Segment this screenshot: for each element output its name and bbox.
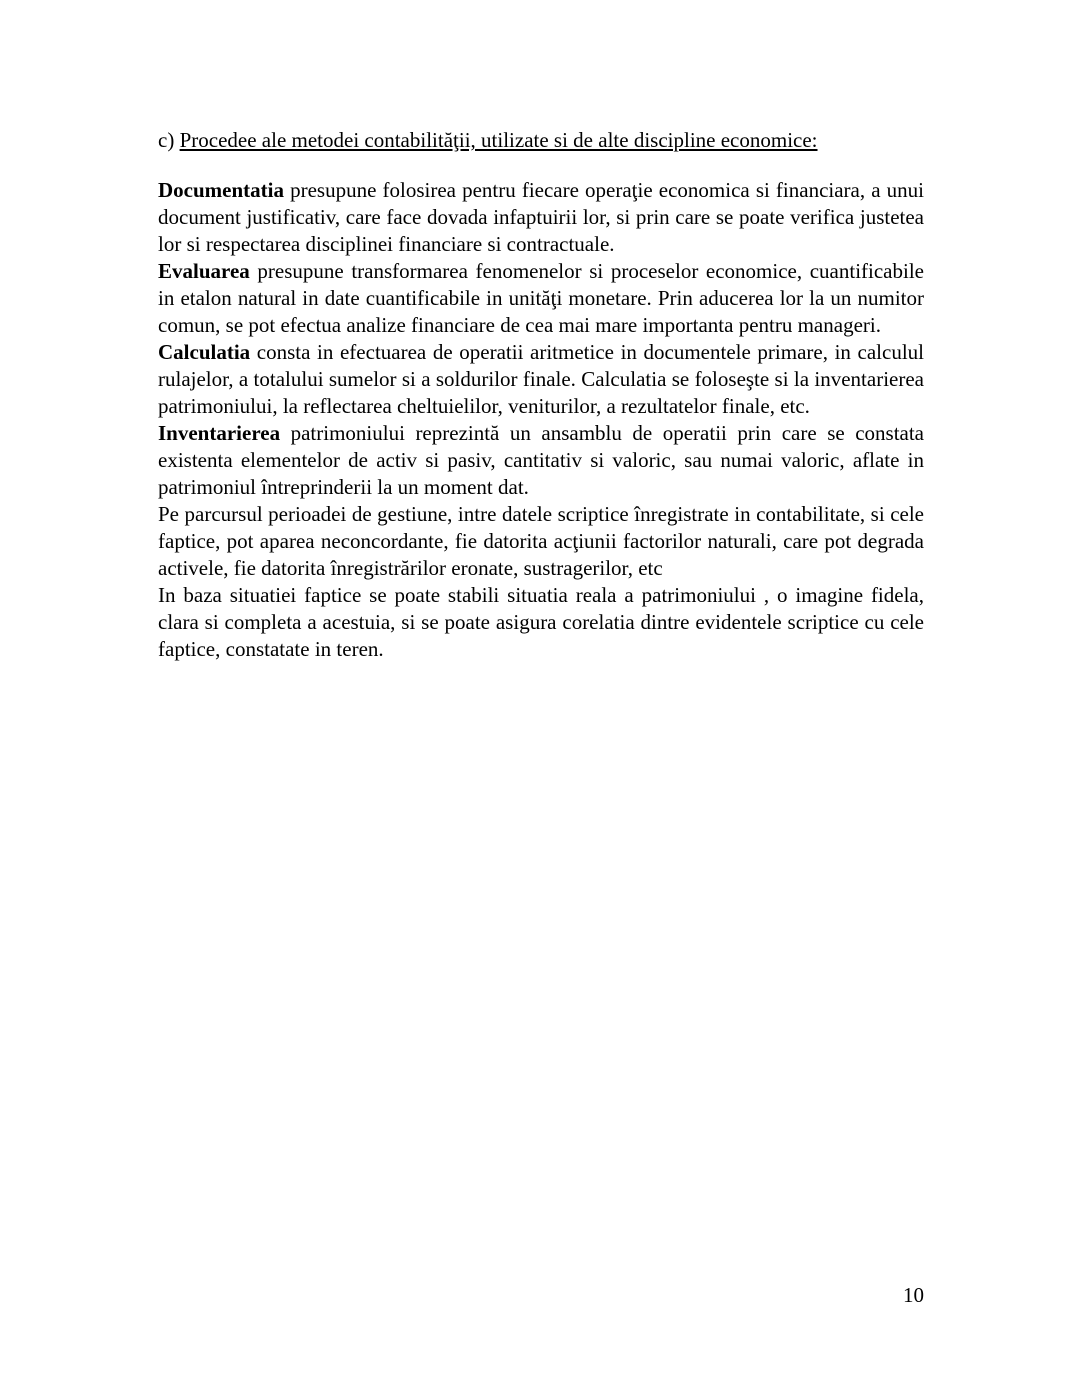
paragraph-lead: Inventarierea	[158, 421, 281, 445]
document-content	[158, 127, 924, 663]
paragraph-lead: Calculatia	[158, 340, 251, 364]
paragraph-lead: Evaluarea	[158, 259, 250, 283]
heading-prefix: c)	[158, 128, 180, 152]
heading-title: Procedee ale metodei contabilităţii, utilizate si de alte discipline economice:	[179, 128, 818, 152]
section-heading	[158, 127, 924, 154]
paragraph-pe-parcursul	[158, 501, 924, 582]
page-number: 10	[903, 1283, 924, 1307]
paragraph-text: presupune folosirea pentru fiecare operaţie economica si financiara, a unui document justificativ, care face dovada infaptuirii lor, si prin care se poate verifica justetea lor si respectarea disciplinei financiare si contractuale.	[158, 178, 924, 256]
paragraph-evaluarea	[158, 258, 924, 339]
paragraph-text: patrimoniului reprezintă un ansamblu de operatii prin care se constata existenta elementelor de activ si pasiv, cantitativ si valoric, sau numai valoric, aflate in patrimoniul întreprinderii la un moment dat.	[158, 421, 924, 499]
paragraph-in-baza	[158, 582, 924, 663]
paragraph-text: consta in efectuarea de operatii aritmetice in documentele primare, in calculul rulajelor, a totalului sumelor si a soldurilor finale. Calculatia se foloseşte si la inventarierea patrimoniului, la reflectarea cheltuielilor, veniturilor, a rezultatelor finale, etc.	[158, 340, 924, 418]
paragraph-documentatia	[158, 177, 924, 258]
paragraph-text: In baza situatiei faptice se poate stabili situatia reala a patrimoniului , o imagine fidela, clara si completa a acestuia, si se poate asigura corelatia dintre evidentele scriptice cu cele faptice, constatate in teren.	[158, 583, 924, 661]
paragraph-lead: Documentatia	[158, 178, 284, 202]
paragraph-text: Pe parcursul perioadei de gestiune, intre datele scriptice înregistrate in contabilitate, si cele faptice, pot aparea neconcordante, fie datorita acţiunii factorilor naturali, care pot degrada activele, fie datorita înregistrărilor eronate, sustragerilor, etc	[158, 502, 924, 580]
paragraph-calculatia	[158, 339, 924, 420]
page-footer	[158, 1282, 924, 1309]
paragraph-text: presupune transformarea fenomenelor si proceselor economice, cuantificabile in etalon natural in date cuantificabile in unităţi monetare. Prin aducerea lor la un numitor comun, se pot efectua analize financiare de cea mai mare importanta pentru manageri.	[158, 259, 924, 337]
paragraph-inventarierea	[158, 420, 924, 501]
